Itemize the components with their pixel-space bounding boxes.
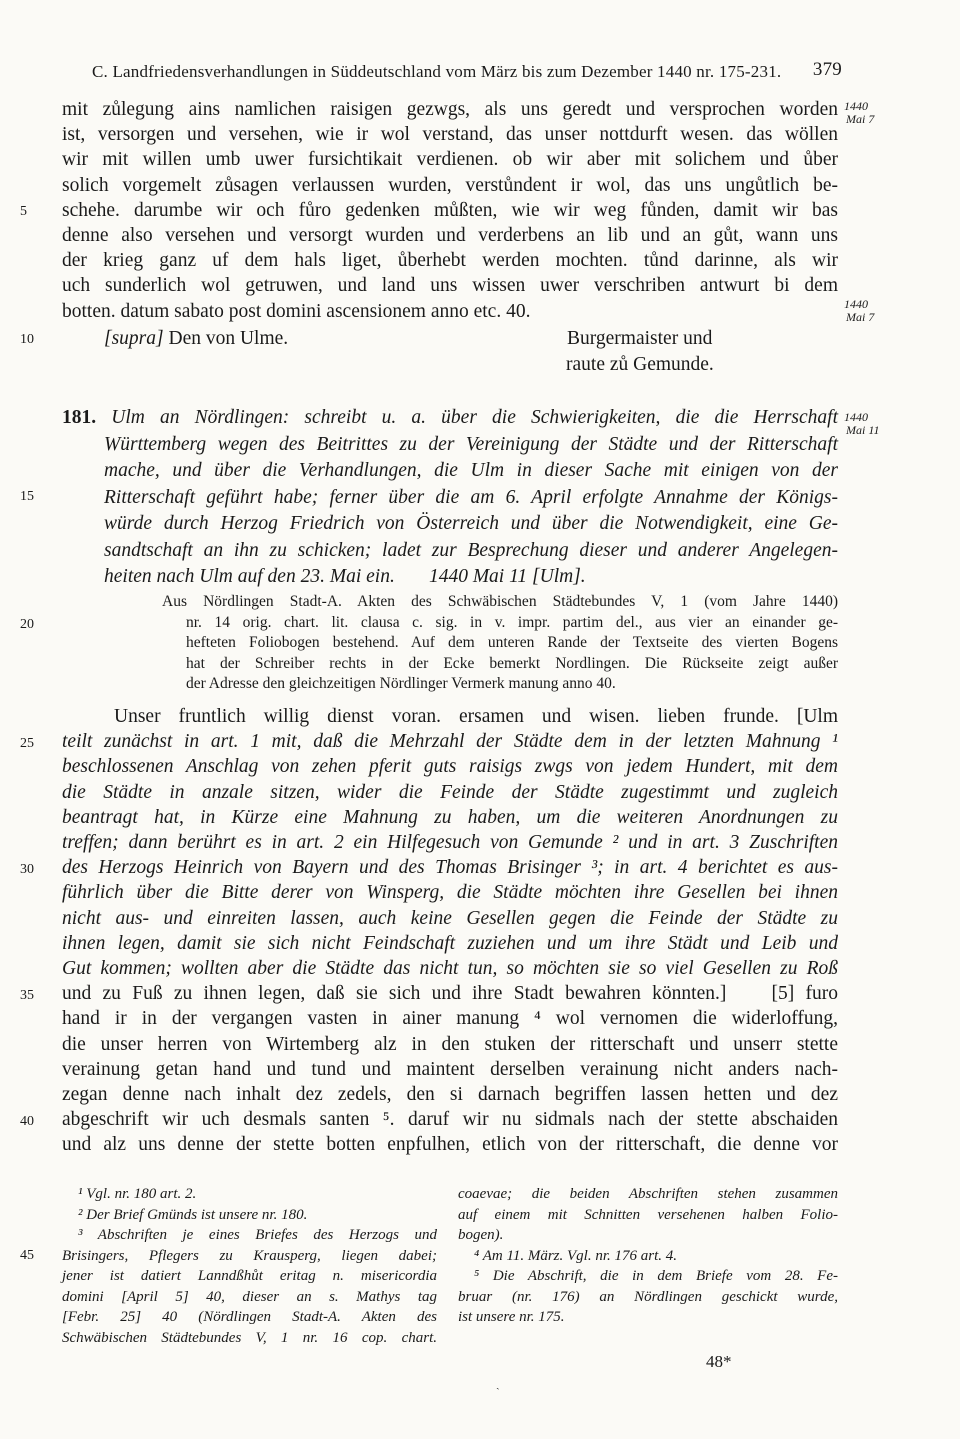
body-line: teilt zunächst in art. 1 mit, daß die Mehrzahl der Städte dem in der letzten Mahnung ¹	[62, 731, 838, 753]
text-line: schehe. darumbe wir och fůro gedenken můßten, wie wir weg fůnden, damit wir bas	[62, 199, 838, 221]
body-line: Unser fruntlich willig dienst voran. ersamen und wisen. lieben frunde. [Ulm	[114, 706, 838, 727]
body-line: nicht aus- und einreiten lassen, auch keine Gesellen gegen die Feinde der Städte zu	[62, 907, 838, 929]
running-title: C. Landfriedensverhandlungen in Süddeutschland vom März bis zum Dezember 1440 nr. 175-231.	[92, 62, 782, 81]
footnote-2: ² Der Brief Gmünds ist unsere nr. 180.	[78, 1206, 308, 1223]
letter-body	[62, 704, 838, 1158]
footnote-1: ¹ Vgl. nr. 180 art. 2.	[78, 1186, 197, 1202]
footnote-3-cont: bogen).	[458, 1227, 504, 1243]
address-supra: [supra]	[104, 328, 164, 349]
margin-date-note	[844, 298, 874, 324]
footnote-3-cont: Schwäbischen Städtebundes V, 1 nr. 16 cop. chart.	[62, 1329, 437, 1346]
body-line: beantragt hat, in Kürze eine Mahnung zu haben, um die weiteren Anordnungen zu	[62, 806, 838, 828]
running-header	[92, 59, 842, 82]
line-number: 40	[20, 1114, 34, 1129]
footnote-3-cont: coaevae; die beiden Abschriften stehen zusammen	[458, 1186, 838, 1202]
footnote-5-cont: ist unsere nr. 175.	[458, 1309, 565, 1325]
text-line: wir mit willen umb uwer fursichtikait verdienen. ob wir aber mit solichem und ůber	[62, 149, 838, 171]
footnote-3-cont: Brisingers, Pflegers zu Krausperg, liegen dabei;	[62, 1247, 437, 1264]
regest-181	[62, 405, 838, 591]
margin-year: 1440	[844, 297, 868, 311]
source-note	[162, 592, 838, 695]
footnote-5-cont: bruar (nr. 176) an Nördlingen geschickt wurde,	[458, 1288, 838, 1305]
footnote-3: ³ Abschriften je eines Briefes des Herzogs und	[78, 1227, 437, 1243]
line-number: 25	[20, 736, 34, 751]
body-line: zegan denne nach inhalt dez zedels, den si darnach begriffen lassen hetten und dez	[62, 1084, 838, 1106]
regest-line: Ulm an Nördlingen: schreibt u. a. über die Schwierigkeiten, die die Herrschaft	[111, 407, 839, 428]
margin-date-note	[844, 411, 879, 437]
text-line: solich vorgemelt zůsagen verlaussen wurden, verstůndent ir wol, das uns ungůtlich be-	[62, 174, 838, 196]
regest-line: heiten nach Ulm auf den 23. Mai ein. 1440 Mai 11 [Ulm].	[104, 566, 586, 587]
source-line: nr. 14 orig. chart. lit. clausa c. sig. in v. impr. partim del., aus vier an einander ge-	[186, 613, 838, 631]
stray-mark: ˏ	[496, 1378, 500, 1390]
text-line: denne also versehen und versorgt wurden und verderbens an lib und an gůt, wann uns	[62, 225, 838, 247]
footnote-3-cont: auf einem mit Schnitten versehenen halben Folio-	[458, 1206, 838, 1223]
regest-line: Württemberg wegen des Beitrittes zu der Vereinigung der Städte und der Ritterschaft	[104, 433, 838, 455]
footnote-3-cont: jener ist datiert Lanndßhůt eritag n. misericordia	[62, 1268, 437, 1284]
line-number: 15	[20, 489, 34, 504]
regest-line: sandtschaft an ihn zu schicken; ladet zur Besprechung dieser und anderer Angelegen-	[104, 539, 838, 561]
footnote-4: ⁴ Am 11. März. Vgl. nr. 176 art. 4.	[474, 1247, 678, 1264]
regest-line: Ritterschaft geführt habe; ferner über die am 6. April erfolgte Annahme der Königs-	[104, 486, 838, 508]
body-line: und zu Fuß zu ihnen legen, daß sie sich und ihre Stadt bewahren könnten.] [5] furo	[62, 983, 838, 1005]
body-line: hand ir in der vergangen vasten in ainer manung ⁴ wol vernomen die widerloffung,	[62, 1008, 838, 1030]
line-number: 5	[20, 204, 27, 219]
margin-year: 1440	[844, 410, 868, 424]
body-line: und alz uns denne der stette botten enpfulhen, etlich von der ritterschaft, die denne vor	[62, 1134, 838, 1156]
margin-day: Mai 7	[846, 112, 875, 126]
line-number: 35	[20, 988, 34, 1003]
source-line: der Adresse den gleichzeitigen Nördlinger Vermerk manung anno 40.	[186, 675, 616, 692]
line-number: 30	[20, 862, 34, 877]
line-number: 20	[20, 617, 34, 632]
source-line: hat der Schreiber rechts in der Ecke bemerkt Nordlingen. Die Rückseite zeigt außer	[186, 654, 838, 672]
body-line: beschlossenen Anschlag von zehen pferit guts raisigs zwgs von jedem Hundert, mit dem	[62, 756, 838, 778]
letter-address	[104, 328, 288, 350]
footnote-5: ⁵ Die Abschrift, die in dem Briefe vom 28. Fe-	[474, 1268, 838, 1284]
document-number: 181.	[62, 407, 97, 428]
body-line: treffen; dann berührt es in art. 2 ein Hilfegesuch von Gemunde ² und in art. 3 Zuschriften	[62, 832, 838, 854]
footnote-3-cont: [Febr. 25] 40 (Nördlingen Stadt-A. Akten des	[62, 1309, 437, 1325]
body-line: die Städte in anzale sitzen, wider die Feinde der Städte zugestimmt und zugleich	[62, 781, 838, 803]
footnotes-right-column	[458, 1184, 838, 1328]
text-line: ist, versorgen und versehen, wie ir wol verstand, das unser nottdurft wesen. das wöllen	[62, 124, 838, 146]
footnote-3-cont: domini [April 5] 40, dieser an s. Mathys tag	[62, 1288, 437, 1305]
margin-day: Mai 11	[846, 423, 880, 437]
printer-signature-mark: 48*	[706, 1352, 732, 1371]
text-line: mit zůlegung ains namlichen raisigen gezwgs, als uns geredt und versprochen worden	[62, 99, 838, 120]
line-number: 10	[20, 332, 34, 347]
margin-date-note	[844, 100, 874, 126]
text-line: botten. datum sabato post domini ascensionem anno etc. 40.	[62, 300, 531, 322]
body-line: führlich über die Bitte derer von Winsperg, die Städte möchten ihre Gesellen bei ihnen	[62, 882, 838, 904]
margin-day: Mai 7	[846, 310, 875, 324]
regest-line: würde durch Herzog Friedrich von Österreich und über die Notwendigkeit, eine Ge-	[104, 513, 838, 534]
body-line: ihnen legen, damit sie sich nicht Feindschaft zuziehen und um ihre Städt und Leib und	[62, 932, 838, 954]
text-line: der krieg ganz uf dem hals liget, ůberhebt werden mochten. tůnd darinne, als wir	[62, 250, 838, 272]
source-line: hefteten Foliobogen bestehend. Auf dem unteren Rande der Textseite des vierten Bogens	[186, 634, 838, 651]
letter-signature-line-2: raute zů Gemunde.	[566, 354, 714, 375]
body-line: die unser herren von Wirtemberg alz in den stuken der ritterschaft und unserr stette	[62, 1033, 838, 1055]
margin-year: 1440	[844, 99, 868, 113]
body-line: Gut kommen; wollten aber die Städte das nicht tun, so möchten sie so viel Gesellen zu Roß	[62, 958, 838, 980]
regest-first-line	[62, 405, 838, 432]
address-recipient: Den von Ulme.	[168, 328, 289, 349]
line-number: 45	[20, 1248, 34, 1263]
body-line: verainung getan hand und tund und maintent derselben verainung nicht anders nach-	[62, 1058, 838, 1080]
page-number: 379	[812, 59, 842, 80]
body-line: des Herzogs Heinrich von Bayern und des Thomas Brisinger ³; in art. 4 berichtet es aus-	[62, 857, 838, 879]
source-line: Aus Nördlingen Stadt-A. Akten des Schwäbischen Städtebundes V, 1 (vom Jahre 1440)	[162, 593, 838, 610]
letter-ending	[62, 97, 838, 324]
body-line: abgeschrift wir uch desmals santen ⁵. daruf wir nu sidmals nach der stette abschaiden	[62, 1109, 838, 1131]
footnotes-left-column	[62, 1184, 437, 1348]
letter-signature-line-1: Burgermaister und	[567, 328, 713, 349]
text-line: uch sunderlich wol getruwen, und land uns wissen uwer verschriben antwurt bi dem	[62, 275, 838, 297]
regest-line: mache, und über die Verhandlungen, die Ulm in dieser Sache mit einigen von der	[104, 460, 838, 481]
